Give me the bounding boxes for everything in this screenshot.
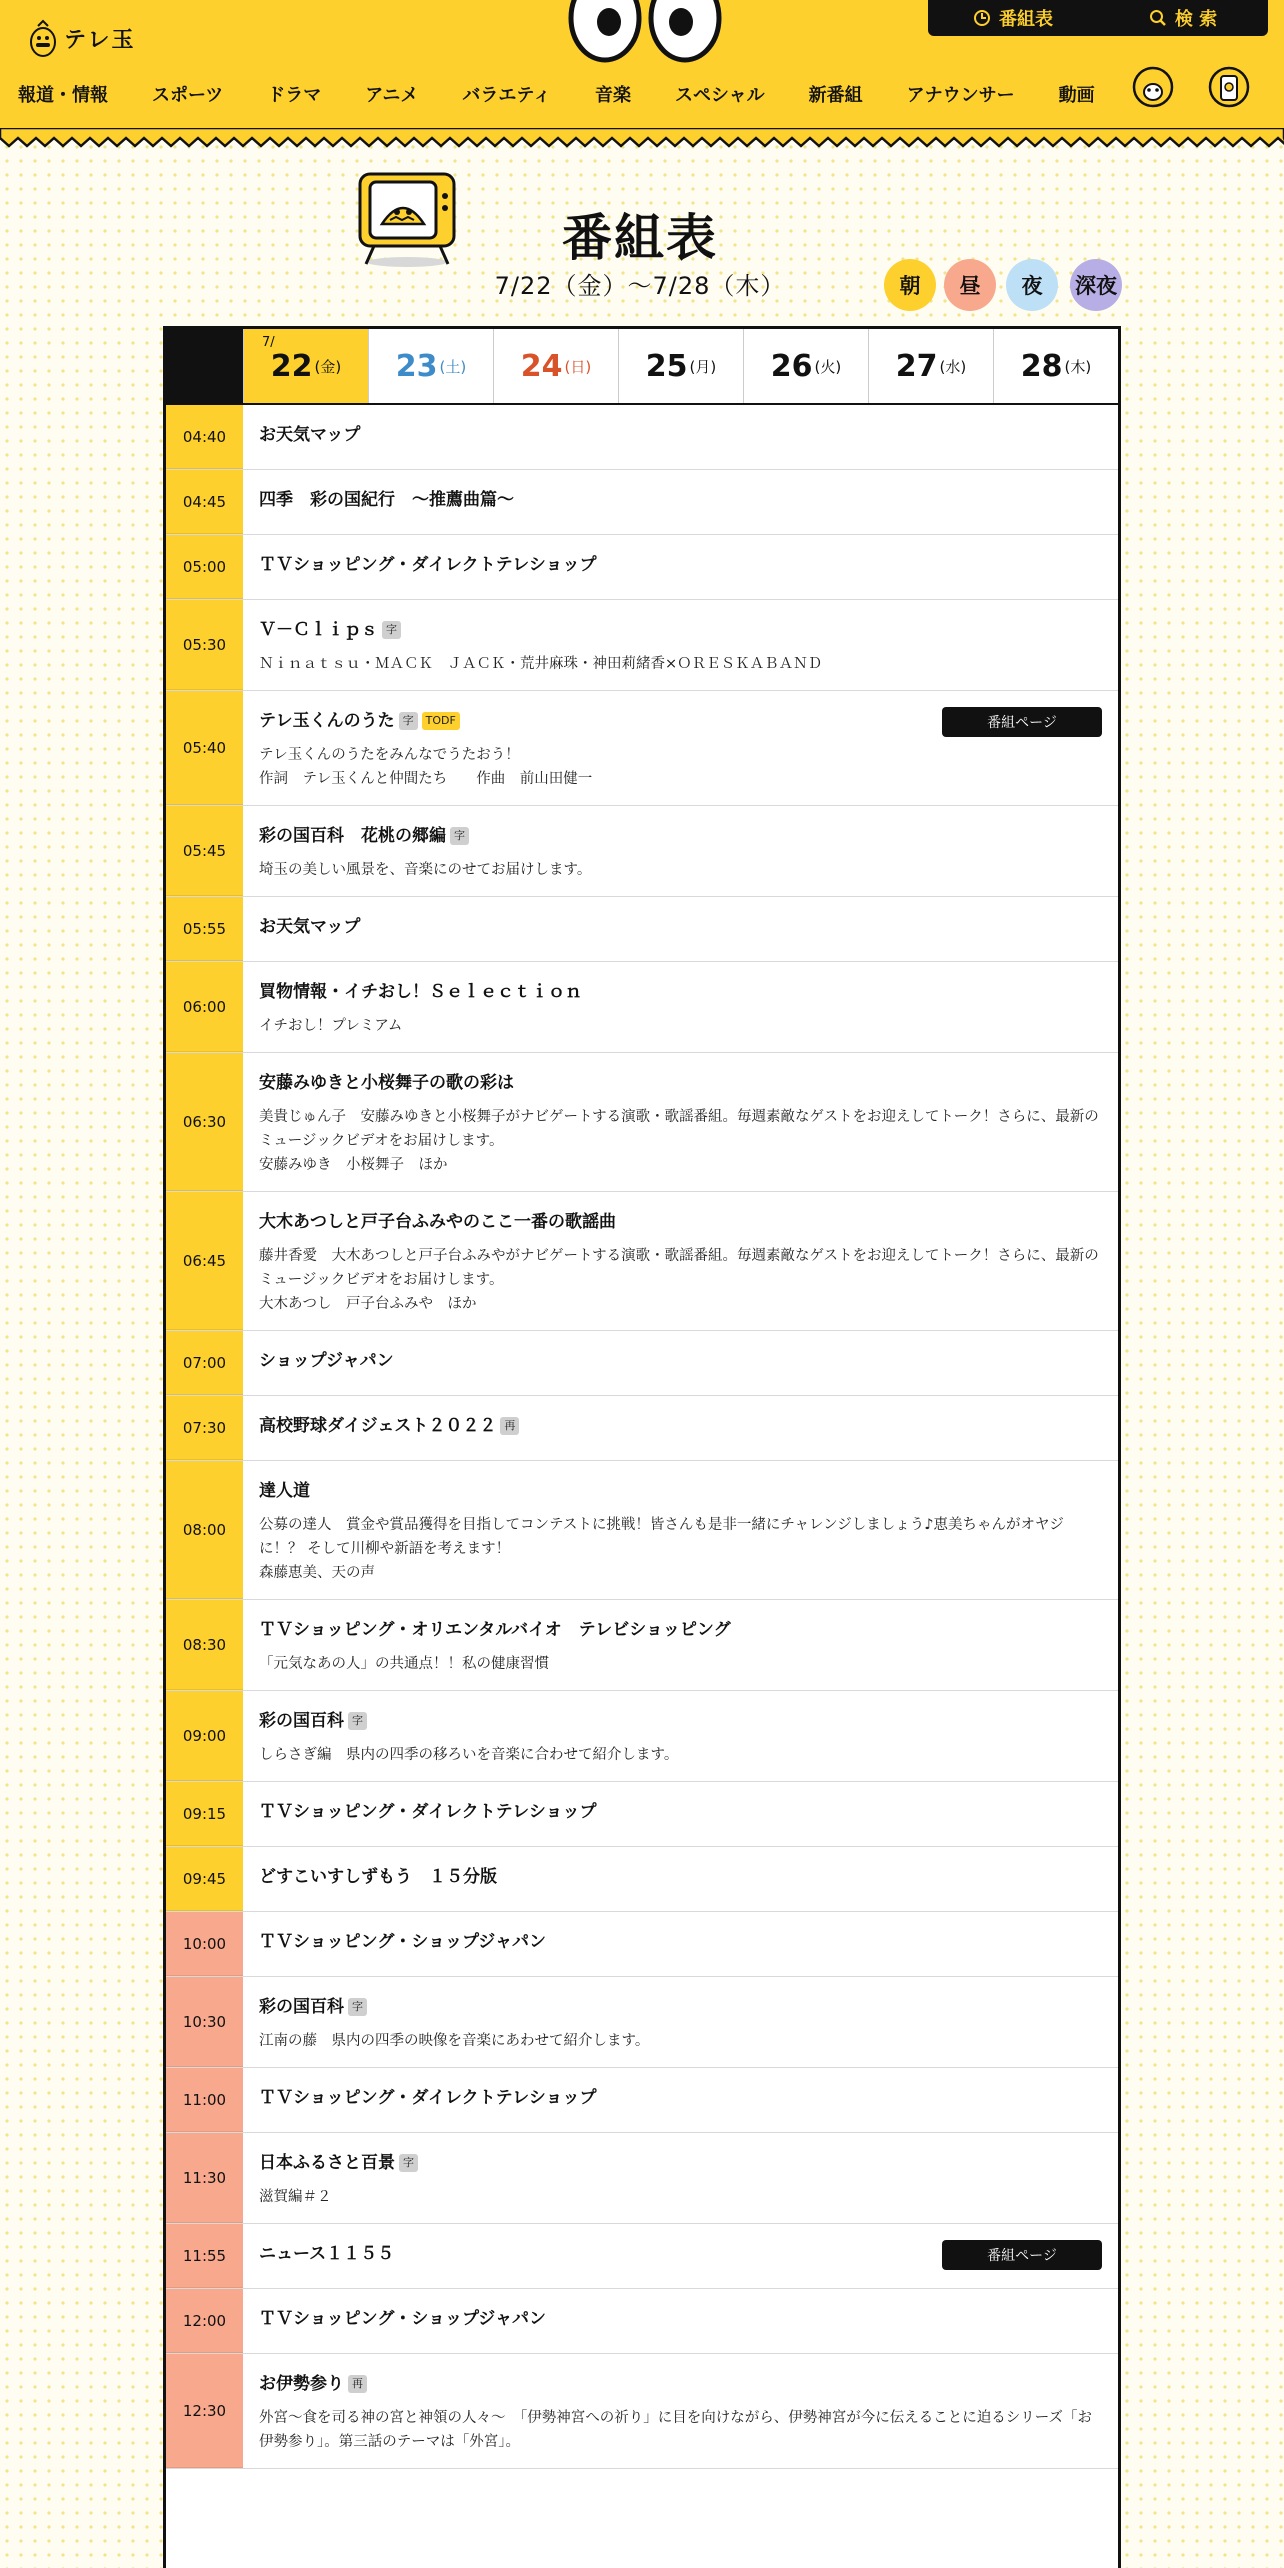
program-row[interactable]	[166, 2224, 1118, 2289]
program-body	[243, 470, 1118, 534]
day-weekday: (木)	[1064, 357, 1092, 376]
program-body	[243, 897, 1118, 961]
program-title[interactable]: 買物情報・イチおし！Ｓｅｌｅｃｔｉｏｎ	[259, 982, 582, 1002]
program-title-line	[259, 1210, 1102, 1234]
program-row[interactable]	[166, 1192, 1118, 1331]
program-title[interactable]: 彩の国百科	[259, 1711, 344, 1731]
program-tag: 字	[450, 827, 469, 845]
program-title-line	[259, 618, 1102, 642]
program-body	[243, 1053, 1118, 1191]
program-row[interactable]	[166, 470, 1118, 535]
nav-new-programs[interactable]: 新番組	[808, 85, 863, 106]
program-description: 「元気なあの人」の共通点！！私の健康習慣	[259, 1656, 549, 1672]
program-row[interactable]	[166, 1331, 1118, 1396]
program-row[interactable]	[166, 2354, 1118, 2469]
program-title-line	[259, 553, 1102, 577]
program-title-line	[259, 1865, 1102, 1889]
program-row[interactable]	[166, 1691, 1118, 1782]
page-title: 番組表	[562, 209, 718, 267]
day-number: 23	[395, 348, 438, 384]
program-title-line	[259, 2151, 1102, 2175]
program-body	[243, 1847, 1118, 1911]
program-title[interactable]: Ｖ－Ｃｌｉｐｓ	[259, 620, 378, 640]
program-row[interactable]	[166, 1977, 1118, 2068]
program-title[interactable]: 四季 彩の国紀行 ～推薦曲篇～	[259, 490, 514, 510]
nav-special[interactable]: スペシャル	[674, 85, 765, 106]
app-badge-icon[interactable]	[1208, 66, 1250, 108]
program-title-line	[259, 423, 1102, 447]
program-time: 11:30	[166, 2133, 243, 2223]
nav-drama[interactable]: ドラマ	[267, 85, 322, 106]
program-title-line	[259, 1618, 1102, 1642]
program-time: 07:00	[166, 1331, 243, 1395]
day-weekday: (水)	[939, 357, 967, 376]
program-title-line	[259, 1995, 1102, 2019]
program-row[interactable]	[166, 1847, 1118, 1912]
day-weekday: (月)	[689, 357, 717, 376]
time-of-day-late-night[interactable]: 深夜	[1070, 259, 1122, 311]
tv-mascot-icon	[352, 168, 462, 268]
program-title[interactable]: お天気マップ	[259, 425, 361, 445]
program-description: イチおし！プレミアム	[259, 1018, 403, 1034]
program-body	[243, 2354, 1118, 2468]
day-weekday: (金)	[314, 357, 342, 376]
day-number: 25	[645, 348, 688, 384]
header-zigzag-edge	[0, 128, 1284, 150]
program-title[interactable]: ＴＶショッピング・ショップジャパン	[259, 1932, 546, 1952]
program-title[interactable]: ＴＶショッピング・ダイレクトテレショップ	[259, 2088, 597, 2108]
program-title[interactable]: 彩の国百科	[259, 1997, 344, 2017]
search-button[interactable]	[1098, 5, 1268, 31]
program-tag: 再	[500, 1417, 519, 1435]
program-title[interactable]: ショップジャパン	[259, 1351, 394, 1371]
logo-text: テレ玉	[64, 27, 136, 53]
program-title-line	[259, 2086, 1102, 2110]
day-number: 26	[770, 348, 813, 384]
program-row[interactable]	[166, 1600, 1118, 1691]
program-row[interactable]	[166, 2133, 1118, 2224]
program-body	[243, 405, 1118, 469]
program-body	[243, 1396, 1118, 1460]
program-row[interactable]	[166, 535, 1118, 600]
site-logo[interactable]	[28, 16, 138, 60]
mascot-eyes-icon	[565, 0, 725, 64]
program-title[interactable]: どすこいすしずもう １５分版	[259, 1867, 497, 1887]
program-title-line	[259, 1709, 1102, 1733]
program-time: 08:30	[166, 1600, 243, 1690]
program-body	[243, 1691, 1118, 1781]
nav-announcers[interactable]: アナウンサー	[906, 85, 1015, 106]
day-tab[interactable]	[368, 329, 493, 403]
clock-icon	[973, 9, 991, 27]
program-body	[243, 806, 1118, 896]
program-page-button[interactable]: 番組ページ	[942, 2240, 1102, 2270]
program-time: 08:00	[166, 1461, 243, 1599]
program-time: 05:55	[166, 897, 243, 961]
schedule-button-label: 番組表	[999, 9, 1053, 30]
program-tag: 字	[399, 712, 418, 730]
program-title[interactable]: テレ玉くんのうた	[259, 711, 395, 731]
program-description: 江南の藤 県内の四季の映像を音楽にあわせて紹介します。	[259, 2033, 650, 2049]
program-description: 埼玉の美しい風景を、音楽にのせてお届けします。	[259, 862, 592, 878]
program-body	[243, 535, 1118, 599]
program-title[interactable]: 安藤みゆきと小桜舞子の歌の彩は	[259, 1073, 514, 1093]
program-body	[243, 2068, 1118, 2132]
program-title[interactable]: 彩の国百科 花桃の郷編	[259, 826, 446, 846]
program-body	[243, 2133, 1118, 2223]
program-title-line	[259, 2372, 1102, 2396]
program-row[interactable]	[166, 1396, 1118, 1461]
program-body	[243, 1461, 1118, 1599]
schedule-table	[163, 326, 1121, 2568]
program-tag: 字	[348, 1998, 367, 2016]
program-time: 04:40	[166, 405, 243, 469]
program-body	[243, 1912, 1118, 1976]
day-tab[interactable]	[743, 329, 868, 403]
day-tab[interactable]	[243, 329, 368, 403]
program-description: テレ玉くんのうたをみんなでうたおう！ 作詞 テレ玉くんと仲間たち 作曲 前山田健一	[259, 747, 593, 787]
day-weekday: (土)	[439, 357, 467, 376]
program-title-line	[259, 824, 1102, 848]
program-title[interactable]: 高校野球ダイジェスト２０２２	[259, 1416, 497, 1436]
program-description: 公募の達人 賞金や賞品獲得を目指してコンテストに挑戦！皆さんも是非一緒にチャレンジしましょう♪恵美ちゃんがオヤジに！？ そして川柳や新語を考えます！ 森藤恵美、天の声	[259, 1517, 1064, 1581]
schedule-button[interactable]	[928, 5, 1098, 31]
program-row[interactable]	[166, 1782, 1118, 1847]
program-title-line	[259, 488, 1102, 512]
search-icon	[1149, 9, 1167, 27]
program-time: 11:55	[166, 2224, 243, 2288]
tele-tama-mascot-icon	[28, 18, 58, 58]
program-row[interactable]	[166, 1053, 1118, 1192]
program-title[interactable]: ＴＶショッピング・オリエンタルバイオ テレビショッピング	[259, 1620, 731, 1640]
program-title[interactable]: ＴＶショッピング・ダイレクトテレショップ	[259, 1802, 597, 1822]
program-time: 12:30	[166, 2354, 243, 2468]
program-tag: 字	[399, 2154, 418, 2172]
day-number: 22	[270, 348, 313, 384]
search-button-label: 検 索	[1174, 9, 1218, 30]
program-title-line	[259, 1800, 1102, 1824]
program-description: 滋賀編＃２	[259, 2189, 332, 2205]
top-utility-bar	[928, 0, 1268, 36]
program-time: 05:40	[166, 691, 243, 805]
nav-news[interactable]: 報道・情報	[18, 85, 108, 106]
program-title-line	[259, 980, 1102, 1004]
program-time: 05:00	[166, 535, 243, 599]
program-body	[243, 1782, 1118, 1846]
program-body	[243, 1977, 1118, 2067]
program-time: 10:30	[166, 1977, 243, 2067]
nav-videos[interactable]: 動画	[1058, 85, 1095, 106]
program-title[interactable]: 日本ふるさと百景	[259, 2153, 395, 2173]
day-tab[interactable]	[493, 329, 618, 403]
program-title[interactable]: ＴＶショッピング・ダイレクトテレショップ	[259, 555, 597, 575]
day-selector-corner	[166, 329, 243, 403]
program-row[interactable]	[166, 600, 1118, 691]
program-title-line	[259, 915, 1102, 939]
program-body	[243, 2289, 1118, 2353]
day-selector	[166, 329, 1118, 405]
program-title[interactable]: 達人道	[259, 1481, 310, 1501]
program-time: 07:30	[166, 1396, 243, 1460]
program-title[interactable]: 大木あつしと戸子台ふみやのここ一番の歌謡曲	[259, 1212, 616, 1232]
program-time: 09:00	[166, 1691, 243, 1781]
program-time: 09:15	[166, 1782, 243, 1846]
program-description: しらさぎ編 県内の四季の移ろいを音楽に合わせて紹介します。	[259, 1747, 679, 1763]
program-row[interactable]	[166, 962, 1118, 1053]
program-time: 06:30	[166, 1053, 243, 1191]
program-row[interactable]	[166, 2289, 1118, 2354]
program-time: 06:00	[166, 962, 243, 1052]
program-body	[243, 1600, 1118, 1690]
program-row[interactable]	[166, 2068, 1118, 2133]
program-time: 05:45	[166, 806, 243, 896]
program-body	[243, 1192, 1118, 1330]
program-row[interactable]	[166, 691, 1118, 806]
time-of-day-morning[interactable]: 朝	[884, 259, 936, 311]
program-title[interactable]: ニュース１１５５	[259, 2244, 395, 2264]
program-title[interactable]: お天気マップ	[259, 917, 361, 937]
program-row[interactable]	[166, 806, 1118, 897]
site-header	[0, 0, 1284, 140]
mascot-badge-icon[interactable]	[1132, 66, 1174, 108]
program-title-line	[259, 1479, 1102, 1503]
program-title[interactable]: お伊勢参り	[259, 2374, 344, 2394]
time-of-day-night[interactable]: 夜	[1006, 259, 1058, 311]
time-of-day-daytime[interactable]: 昼	[944, 259, 996, 311]
day-number: 28	[1020, 348, 1063, 384]
program-description: 美貴じゅん子 安藤みゆきと小桜舞子がナビゲートする演歌・歌謡番組。毎週素敵なゲストをお迎えしてトーク！さらに、最新のミュージックビデオをお届けします。 安藤みゆき 小桜舞子 ほか	[259, 1109, 1099, 1173]
day-tab[interactable]	[993, 329, 1118, 403]
day-number: 27	[895, 348, 938, 384]
program-title[interactable]: ＴＶショッピング・ショップジャパン	[259, 2309, 546, 2329]
nav-music[interactable]: 音楽	[594, 85, 631, 106]
program-tag: 字	[348, 1712, 367, 1730]
program-time: 06:45	[166, 1192, 243, 1330]
program-time: 05:30	[166, 600, 243, 690]
nav-anime[interactable]: アニメ	[365, 85, 419, 106]
program-title-line	[259, 1414, 1102, 1438]
nav-variety[interactable]: バラエティ	[462, 85, 551, 106]
program-title-line	[259, 1930, 1102, 1954]
day-month: 7/	[262, 335, 275, 350]
program-row[interactable]	[166, 1461, 1118, 1600]
program-time: 11:00	[166, 2068, 243, 2132]
program-row[interactable]	[166, 897, 1118, 962]
program-row[interactable]	[166, 405, 1118, 470]
program-tag: 字	[382, 621, 401, 639]
program-time: 10:00	[166, 1912, 243, 1976]
day-tab[interactable]	[618, 329, 743, 403]
program-body	[243, 1331, 1118, 1395]
program-time: 12:00	[166, 2289, 243, 2353]
day-weekday: (火)	[814, 357, 842, 376]
program-tag: 再	[348, 2375, 367, 2393]
program-tag: TODF	[422, 712, 460, 730]
program-page-button[interactable]: 番組ページ	[942, 707, 1102, 737]
program-time: 04:45	[166, 470, 243, 534]
program-list	[166, 405, 1118, 2469]
program-title-line	[259, 2307, 1102, 2331]
program-title-line	[259, 1071, 1102, 1095]
program-body	[243, 600, 1118, 690]
program-time: 09:45	[166, 1847, 243, 1911]
program-description: 外宮～食を司る神の宮と神領の人々～ 「伊勢神宮への祈り」に目を向けながら、伊勢神宮が今に伝えることに迫るシリーズ「お伊勢参り」。第三話のテーマは「外宮」。	[259, 2410, 1093, 2450]
date-range: 7/22（金）〜7/28（木）	[494, 272, 786, 300]
day-weekday: (日)	[564, 357, 592, 376]
program-title-line	[259, 1349, 1102, 1373]
program-description: 藤井香愛 大木あつしと戸子台ふみやがナビゲートする演歌・歌謡番組。毎週素敵なゲストをお迎えしてトーク！さらに、最新のミュージックビデオをお届けします。 大木あつし 戸子台ふみや ほか	[259, 1248, 1099, 1312]
day-tab[interactable]	[868, 329, 993, 403]
day-number: 24	[520, 348, 563, 384]
program-row[interactable]	[166, 1912, 1118, 1977]
program-body	[243, 962, 1118, 1052]
program-description: Ｎｉｎａｔｓｕ・ＭＡＣＫ ＪＡＣＫ・荒井麻珠・神田莉緒香×ＯＲＥＳＫＡＢＡＮＤ	[259, 656, 823, 672]
nav-sports[interactable]: スポーツ	[152, 85, 224, 106]
main-nav	[18, 76, 1095, 112]
